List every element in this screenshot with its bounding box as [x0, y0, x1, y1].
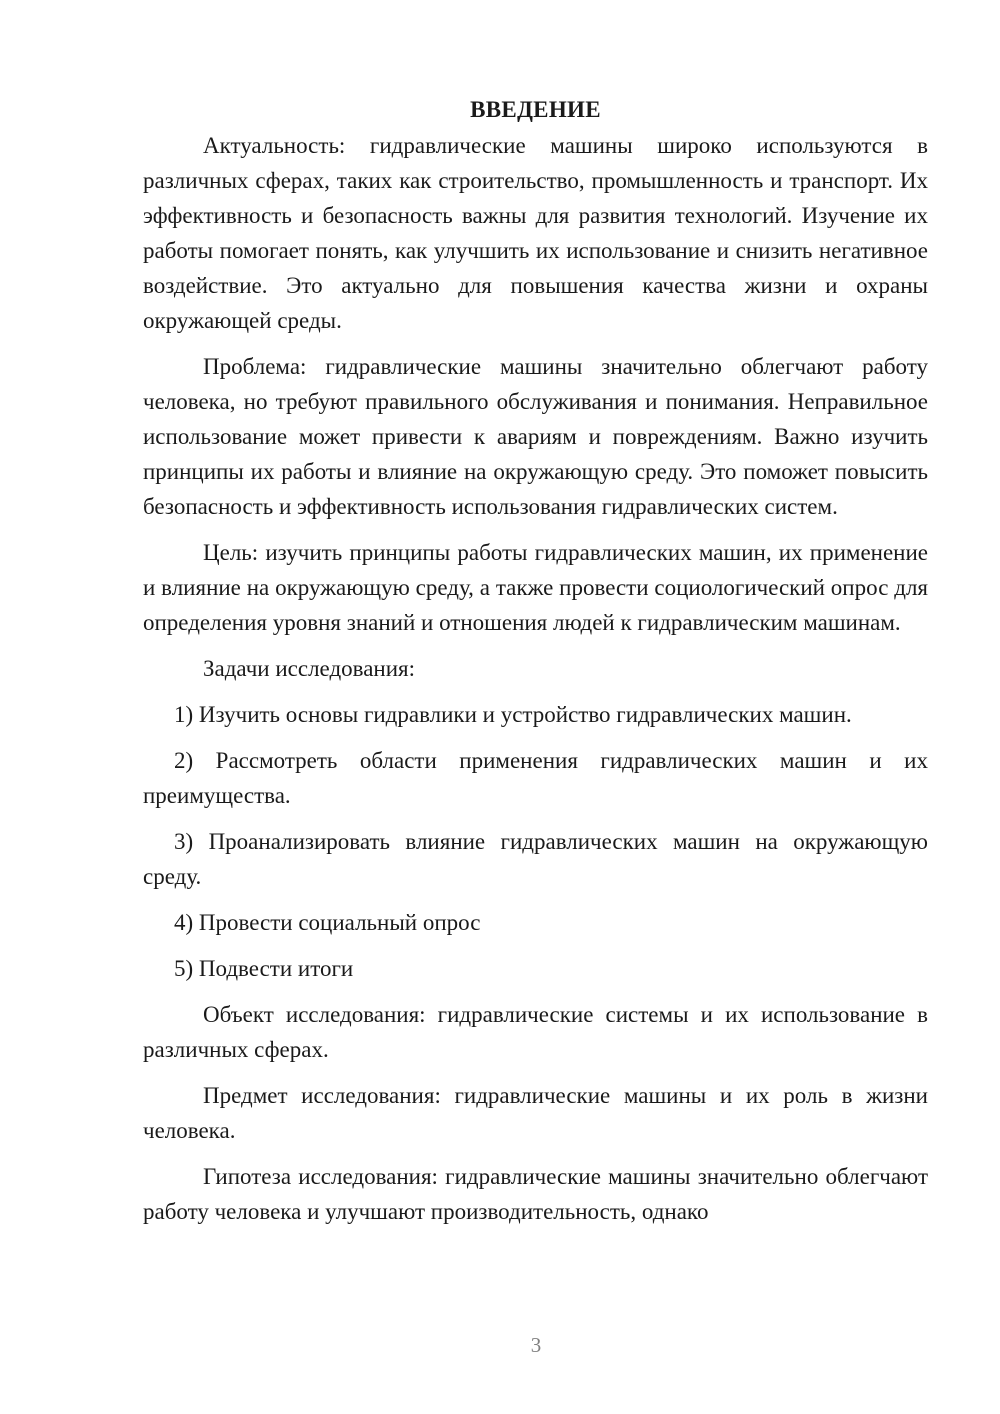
tasks-heading: Задачи исследования:	[203, 656, 416, 681]
paragraph-relevance: Актуальность: гидравлические машины широко используются в различных сферах, таких как строительство, промышленность и транспорт. Их эффективность и безопасность важны для развития технологий. Изучение их работы помогает понять, как улучшить их использование и снизить негативное воздействие. Это актуально для повышения качества жизни и охраны окружающей среды.	[143, 133, 928, 333]
task-item-3: 3) Проанализировать влияние гидравлических машин на окружающую среду.	[143, 829, 928, 889]
task-item-5: 5) Подвести итоги	[174, 956, 354, 981]
paragraph-goal: Цель: изучить принципы работы гидравлических машин, их применение и влияние на окружающую среду, а также провести социологический опрос для определения уровня знаний и отношения людей к гидравлическим машинам.	[143, 540, 928, 635]
page-number: 3	[530, 1333, 542, 1357]
task-item-4: 4) Провести социальный опрос	[174, 910, 481, 935]
task-item-1: 1) Изучить основы гидравлики и устройство гидравлических машин.	[174, 702, 852, 727]
paragraph-problem: Проблема: гидравлические машины значительно облегчают работу человека, но требуют правильного обслуживания и понимания. Неправильное использование может привести к авариям и повреждениям. Важно изучить принципы их работы и влияние на окружающую среду. Это поможет повысить безопасность и эффективность использования гидравлических систем.	[143, 354, 928, 519]
paragraph-object: Объект исследования: гидравлические системы и их использование в различных сферах.	[143, 1002, 928, 1062]
paragraph-hypothesis: Гипотеза исследования: гидравлические машины значительно облегчают работу человека и улучшают производительность, однако	[143, 1164, 928, 1224]
task-item-2: 2) Рассмотреть области применения гидравлических машин и их преимущества.	[143, 748, 928, 808]
section-title: ВВЕДЕНИЕ	[470, 97, 601, 122]
paragraph-subject: Предмет исследования: гидравлические машины и их роль в жизни человека.	[143, 1083, 928, 1143]
page-content	[143, 92, 928, 1229]
